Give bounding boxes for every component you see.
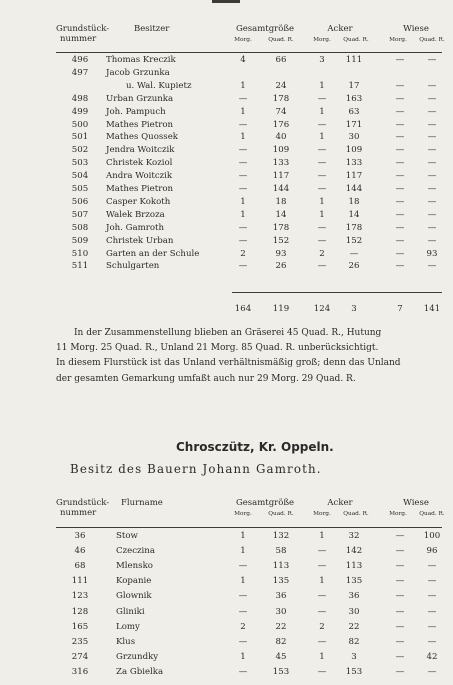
header-wiese: Wiese <box>403 498 429 508</box>
row-value-gm: 1 <box>240 196 246 207</box>
table2-header-rule <box>56 527 442 528</box>
row-parcel-number: 506 <box>71 196 89 207</box>
row-value-gm: — <box>238 158 248 169</box>
row-value-am: — <box>317 158 327 169</box>
subheader-acker-quad: Quad. R. <box>343 37 369 43</box>
row-value-gm: 1 <box>240 531 246 541</box>
subheader-wiese-quad: Quad. R. <box>419 511 445 517</box>
row-value-am: — <box>317 93 327 104</box>
header-grundstueck: Grundstück- <box>56 498 110 508</box>
row-value-aq: 111 <box>345 55 363 65</box>
row-parcel-number: 502 <box>71 145 89 156</box>
row-value-wq: 93 <box>426 248 438 259</box>
row-parcel-number: 503 <box>71 158 89 169</box>
row-value-wm: — <box>395 55 405 65</box>
total-value-wq: 141 <box>423 304 441 314</box>
row-value-aq: 3 <box>351 651 357 662</box>
row-value-gm: — <box>238 119 248 130</box>
row-value-am: — <box>317 261 327 272</box>
header-nummer: nummer <box>60 34 97 44</box>
row-owner-name: Christek Koziol <box>106 158 173 169</box>
row-value-am: 3 <box>319 55 325 65</box>
row-value-gq: 93 <box>275 248 287 259</box>
row-parcel-number: 111 <box>71 576 89 587</box>
subheader-wiese-quad: Quad. R. <box>419 37 445 43</box>
row-value-wm: — <box>395 261 405 272</box>
row-value-gq: 144 <box>272 184 290 194</box>
row-value-gq: 45 <box>275 651 287 662</box>
row-value-am: — <box>317 119 327 130</box>
row-owner-name: Jendra Woitczik <box>106 145 175 156</box>
row-value-wq: — <box>427 132 437 143</box>
row-value-gm: 2 <box>240 621 246 632</box>
row-value-gm: 1 <box>240 209 246 220</box>
row-owner-name: Mathes Pietron <box>106 184 174 194</box>
row-parcel-number: 498 <box>71 93 89 104</box>
header-flurname: Flurname <box>121 498 163 508</box>
row-value-wm: — <box>395 222 405 233</box>
table1-header-rule <box>56 52 442 53</box>
row-value-aq: 30 <box>348 606 360 617</box>
row-value-wq: — <box>427 55 437 65</box>
row-owner-name: Andra Woitczik <box>106 171 173 182</box>
row-value-am: — <box>317 606 327 617</box>
row-value-am: 1 <box>319 132 325 143</box>
row-value-aq: 82 <box>348 636 360 647</box>
row-value-wq: — <box>427 222 437 233</box>
row-parcel-number: 500 <box>71 119 89 130</box>
header-acker: Acker <box>327 498 353 508</box>
row-value-gm: — <box>238 261 248 272</box>
row-value-gq: 152 <box>272 235 290 246</box>
row-owner-name: Walek Brzoza <box>106 209 165 220</box>
row-value-gq: 22 <box>275 621 287 632</box>
row-value-aq: 32 <box>348 531 360 541</box>
row-parcel-number: 316 <box>71 666 89 677</box>
row-owner-name: Casper Kokoth <box>106 196 171 207</box>
row-value-aq: 26 <box>348 261 360 272</box>
row-value-wm: — <box>395 184 405 194</box>
row-value-gq: 14 <box>275 209 287 220</box>
row-value-wm: — <box>395 196 405 207</box>
section-subtitle: Besitz des Bauern Johann Gamroth. <box>70 462 322 476</box>
row-value-wm: — <box>395 171 405 182</box>
row-value-wm: — <box>395 576 405 587</box>
row-parcel-number: 274 <box>71 651 89 662</box>
row-value-gm: — <box>238 235 248 246</box>
row-field-name: Stow <box>116 531 138 541</box>
row-value-gq: 24 <box>275 80 287 91</box>
row-value-aq: 171 <box>345 119 363 130</box>
row-value-aq: 63 <box>348 106 360 117</box>
row-value-wm: — <box>395 209 405 220</box>
row-value-gq: 132 <box>272 531 290 541</box>
row-value-wq: — <box>427 606 437 617</box>
row-value-gq: 36 <box>275 591 287 602</box>
row-field-name: Lomy <box>116 621 140 632</box>
row-value-gq: 113 <box>272 561 290 572</box>
row-parcel-number: 123 <box>71 591 89 602</box>
row-value-gq: 30 <box>275 606 287 617</box>
row-owner-name: Jacob Grzunka <box>106 67 170 78</box>
total-value-gm: 164 <box>234 304 252 314</box>
row-value-am: 2 <box>319 621 325 632</box>
row-parcel-number: 510 <box>71 248 89 259</box>
row-value-aq: 14 <box>348 209 360 220</box>
row-value-am: 1 <box>319 576 325 587</box>
table1-sum-rule <box>232 292 442 293</box>
row-owner-name: Urban Grzunka <box>106 93 174 104</box>
row-value-gq: 176 <box>272 119 290 130</box>
row-parcel-number: 497 <box>71 67 89 78</box>
header-nummer: nummer <box>60 508 97 518</box>
subheader-gesamt-morg: Morg. <box>234 37 252 43</box>
row-value-wm: — <box>395 666 405 677</box>
row-value-wq: — <box>427 591 437 602</box>
subheader-gesamt-morg: Morg. <box>234 511 252 517</box>
row-value-aq: 113 <box>345 561 363 572</box>
row-value-aq: 153 <box>345 666 363 677</box>
header-acker: Acker <box>327 24 353 34</box>
row-parcel-number: 507 <box>71 209 89 220</box>
row-field-name: Grzundky <box>116 651 159 662</box>
row-value-gm: 1 <box>240 651 246 662</box>
row-owner-name: Schulgarten <box>106 261 160 272</box>
row-value-gq: 18 <box>275 196 287 207</box>
row-value-am: — <box>317 591 327 602</box>
row-value-aq: 17 <box>348 80 360 91</box>
row-value-gm: 2 <box>240 248 246 259</box>
row-value-am: 1 <box>319 106 325 117</box>
row-value-am: 1 <box>319 80 325 91</box>
row-value-am: — <box>317 222 327 233</box>
row-value-gq: 117 <box>272 171 290 182</box>
row-value-wm: — <box>395 106 405 117</box>
subheader-wiese-morg: Morg. <box>389 511 407 517</box>
row-value-wq: — <box>427 93 437 104</box>
row-value-gm: — <box>238 93 248 104</box>
row-parcel-number: 505 <box>71 184 89 194</box>
subheader-wiese-morg: Morg. <box>389 37 407 43</box>
row-value-gq: 58 <box>275 546 287 557</box>
row-value-wq: — <box>427 184 437 194</box>
row-value-gm: 1 <box>240 546 246 557</box>
row-value-am: — <box>317 546 327 557</box>
row-parcel-number: 499 <box>71 106 89 117</box>
row-value-wq: — <box>427 576 437 587</box>
row-value-am: — <box>317 561 327 572</box>
row-value-wq: — <box>427 209 437 220</box>
row-value-wm: — <box>395 158 405 169</box>
row-value-wm: — <box>395 235 405 246</box>
row-value-wq: — <box>427 196 437 207</box>
row-value-wq: 42 <box>426 651 438 662</box>
row-value-wm: — <box>395 606 405 617</box>
row-value-gm: — <box>238 606 248 617</box>
row-value-gm: — <box>238 666 248 677</box>
row-value-wm: — <box>395 636 405 647</box>
row-value-gm: — <box>238 145 248 156</box>
row-value-am: — <box>317 235 327 246</box>
row-value-aq: 144 <box>345 184 363 194</box>
row-value-wq: — <box>427 561 437 572</box>
row-value-wq: — <box>427 261 437 272</box>
row-value-gq: 40 <box>275 132 287 143</box>
row-field-name: Mlensko <box>116 561 153 572</box>
header-gesamtgroesse: Gesamtgröße <box>235 498 295 508</box>
row-value-gq: 74 <box>275 106 287 117</box>
row-value-wm: — <box>395 145 405 156</box>
header-gesamtgroesse: Gesamtgröße <box>235 24 295 34</box>
row-value-gm: — <box>238 222 248 233</box>
row-parcel-number: 235 <box>71 636 89 647</box>
row-value-wm: — <box>395 531 405 541</box>
row-owner-name: Garten an der Schule <box>106 248 200 259</box>
row-owner-name: u. Wal. Kupietz <box>126 80 192 91</box>
row-value-gm: 1 <box>240 576 246 587</box>
row-value-am: — <box>317 636 327 647</box>
row-owner-name: Mathes Quossek <box>106 132 179 143</box>
row-field-name: Glownik <box>116 591 152 602</box>
total-value-gq: 119 <box>272 304 290 314</box>
row-field-name: Za Gbielka <box>116 666 164 677</box>
header-wiese: Wiese <box>403 24 429 34</box>
row-parcel-number: 496 <box>71 55 89 65</box>
row-value-aq: — <box>349 248 359 259</box>
row-parcel-number: 509 <box>71 235 89 246</box>
row-value-aq: 135 <box>345 576 363 587</box>
row-value-wq: — <box>427 666 437 677</box>
row-parcel-number: 68 <box>74 561 86 572</box>
row-parcel-number: 508 <box>71 222 89 233</box>
row-value-gq: 26 <box>275 261 287 272</box>
row-value-gm: — <box>238 636 248 647</box>
row-value-wm: — <box>395 93 405 104</box>
row-value-wm: — <box>395 248 405 259</box>
row-value-wm: — <box>395 561 405 572</box>
row-value-wq: — <box>427 119 437 130</box>
row-value-am: 1 <box>319 196 325 207</box>
row-value-am: 1 <box>319 651 325 662</box>
row-value-gq: 178 <box>272 93 290 104</box>
row-parcel-number: 504 <box>71 171 89 182</box>
row-value-am: 2 <box>319 248 325 259</box>
row-value-aq: 178 <box>345 222 363 233</box>
paragraph-line: der gesamten Gemarkung umfaßt auch nur 29 Morg. 29 Quad. R. <box>56 373 356 384</box>
row-value-wq: — <box>427 158 437 169</box>
row-parcel-number: 128 <box>71 606 89 617</box>
row-value-aq: 142 <box>345 546 363 557</box>
row-value-aq: 36 <box>348 591 360 602</box>
section-title: Chrosczütz, Kr. Oppeln. <box>176 440 334 454</box>
row-field-name: Czeczina <box>116 546 155 557</box>
subheader-acker-quad: Quad. R. <box>343 511 369 517</box>
row-value-gm: 1 <box>240 106 246 117</box>
row-field-name: Kopanie <box>116 576 152 587</box>
row-owner-name: Joh. Gamroth <box>106 222 165 233</box>
row-value-aq: 18 <box>348 196 360 207</box>
row-parcel-number: 511 <box>71 261 89 272</box>
total-value-wm: 7 <box>397 304 403 314</box>
row-value-wq: — <box>427 80 437 91</box>
row-value-aq: 152 <box>345 235 363 246</box>
row-value-gq: 153 <box>272 666 290 677</box>
subheader-gesamt-quad: Quad. R. <box>268 37 294 43</box>
row-value-wm: — <box>395 80 405 91</box>
row-value-wm: — <box>395 546 405 557</box>
row-value-gq: 82 <box>275 636 287 647</box>
paragraph-line: In der Zusammenstellung blieben an Gräserei 45 Quad. R., Hutung <box>74 328 382 338</box>
row-value-gm: 1 <box>240 132 246 143</box>
row-value-gm: 4 <box>240 55 246 65</box>
row-parcel-number: 165 <box>71 621 89 632</box>
row-value-am: — <box>317 184 327 194</box>
paragraph-line: 11 Morg. 25 Quad. R., Unland 21 Morg. 85 Quad. R. unberücksichtigt. <box>56 343 379 354</box>
row-value-gq: 66 <box>275 55 287 65</box>
row-parcel-number: 501 <box>71 132 89 143</box>
row-value-gm: — <box>238 184 248 194</box>
row-value-gm: — <box>238 561 248 572</box>
subheader-acker-morg: Morg. <box>313 37 331 43</box>
row-value-wm: — <box>395 119 405 130</box>
row-value-gm: — <box>238 591 248 602</box>
row-value-wq: — <box>427 145 437 156</box>
row-value-am: — <box>317 145 327 156</box>
row-value-am: 1 <box>319 209 325 220</box>
row-owner-name: Joh. Pampuch <box>106 106 166 117</box>
row-value-wq: — <box>427 235 437 246</box>
row-value-aq: 30 <box>348 132 360 143</box>
row-value-aq: 117 <box>345 171 363 182</box>
row-owner-name: Mathes Pietron <box>106 119 174 130</box>
paragraph-line: In diesem Flurstück ist das Unland verhältnismäßig groß; denn das Unland <box>56 358 401 369</box>
row-value-gm: — <box>238 171 248 182</box>
row-value-wq: — <box>427 106 437 117</box>
row-field-name: Gliniki <box>116 606 145 617</box>
row-value-wq: 100 <box>423 531 441 541</box>
row-value-gq: 135 <box>272 576 290 587</box>
total-value-aq: 3 <box>351 304 357 314</box>
row-value-gq: 133 <box>272 158 290 169</box>
row-value-gq: 178 <box>272 222 290 233</box>
header-besitzer: Besitzer <box>134 24 170 34</box>
total-value-am: 124 <box>313 304 331 314</box>
row-value-wm: — <box>395 621 405 632</box>
row-value-am: 1 <box>319 531 325 541</box>
row-value-gm: 1 <box>240 80 246 91</box>
row-parcel-number: 46 <box>74 546 86 557</box>
row-value-wq: — <box>427 636 437 647</box>
subheader-acker-morg: Morg. <box>313 511 331 517</box>
subheader-gesamt-quad: Quad. R. <box>268 511 294 517</box>
row-value-am: — <box>317 666 327 677</box>
row-value-am: — <box>317 171 327 182</box>
row-value-aq: 163 <box>345 93 363 104</box>
row-owner-name: Thomas Kreczik <box>106 55 176 65</box>
row-value-wq: — <box>427 621 437 632</box>
row-value-aq: 22 <box>348 621 360 632</box>
row-value-wq: 96 <box>426 546 438 557</box>
row-parcel-number: 36 <box>74 531 86 541</box>
header-grundstueck: Grundstück- <box>56 24 110 34</box>
row-value-aq: 109 <box>345 145 363 156</box>
row-owner-name: Christek Urban <box>106 235 174 246</box>
row-value-aq: 133 <box>345 158 363 169</box>
row-field-name: Klus <box>116 636 136 647</box>
row-value-wm: — <box>395 651 405 662</box>
row-value-gq: 109 <box>272 145 290 156</box>
row-value-wm: — <box>395 132 405 143</box>
page-top-rule <box>212 0 240 3</box>
row-value-wq: — <box>427 171 437 182</box>
row-value-wm: — <box>395 591 405 602</box>
